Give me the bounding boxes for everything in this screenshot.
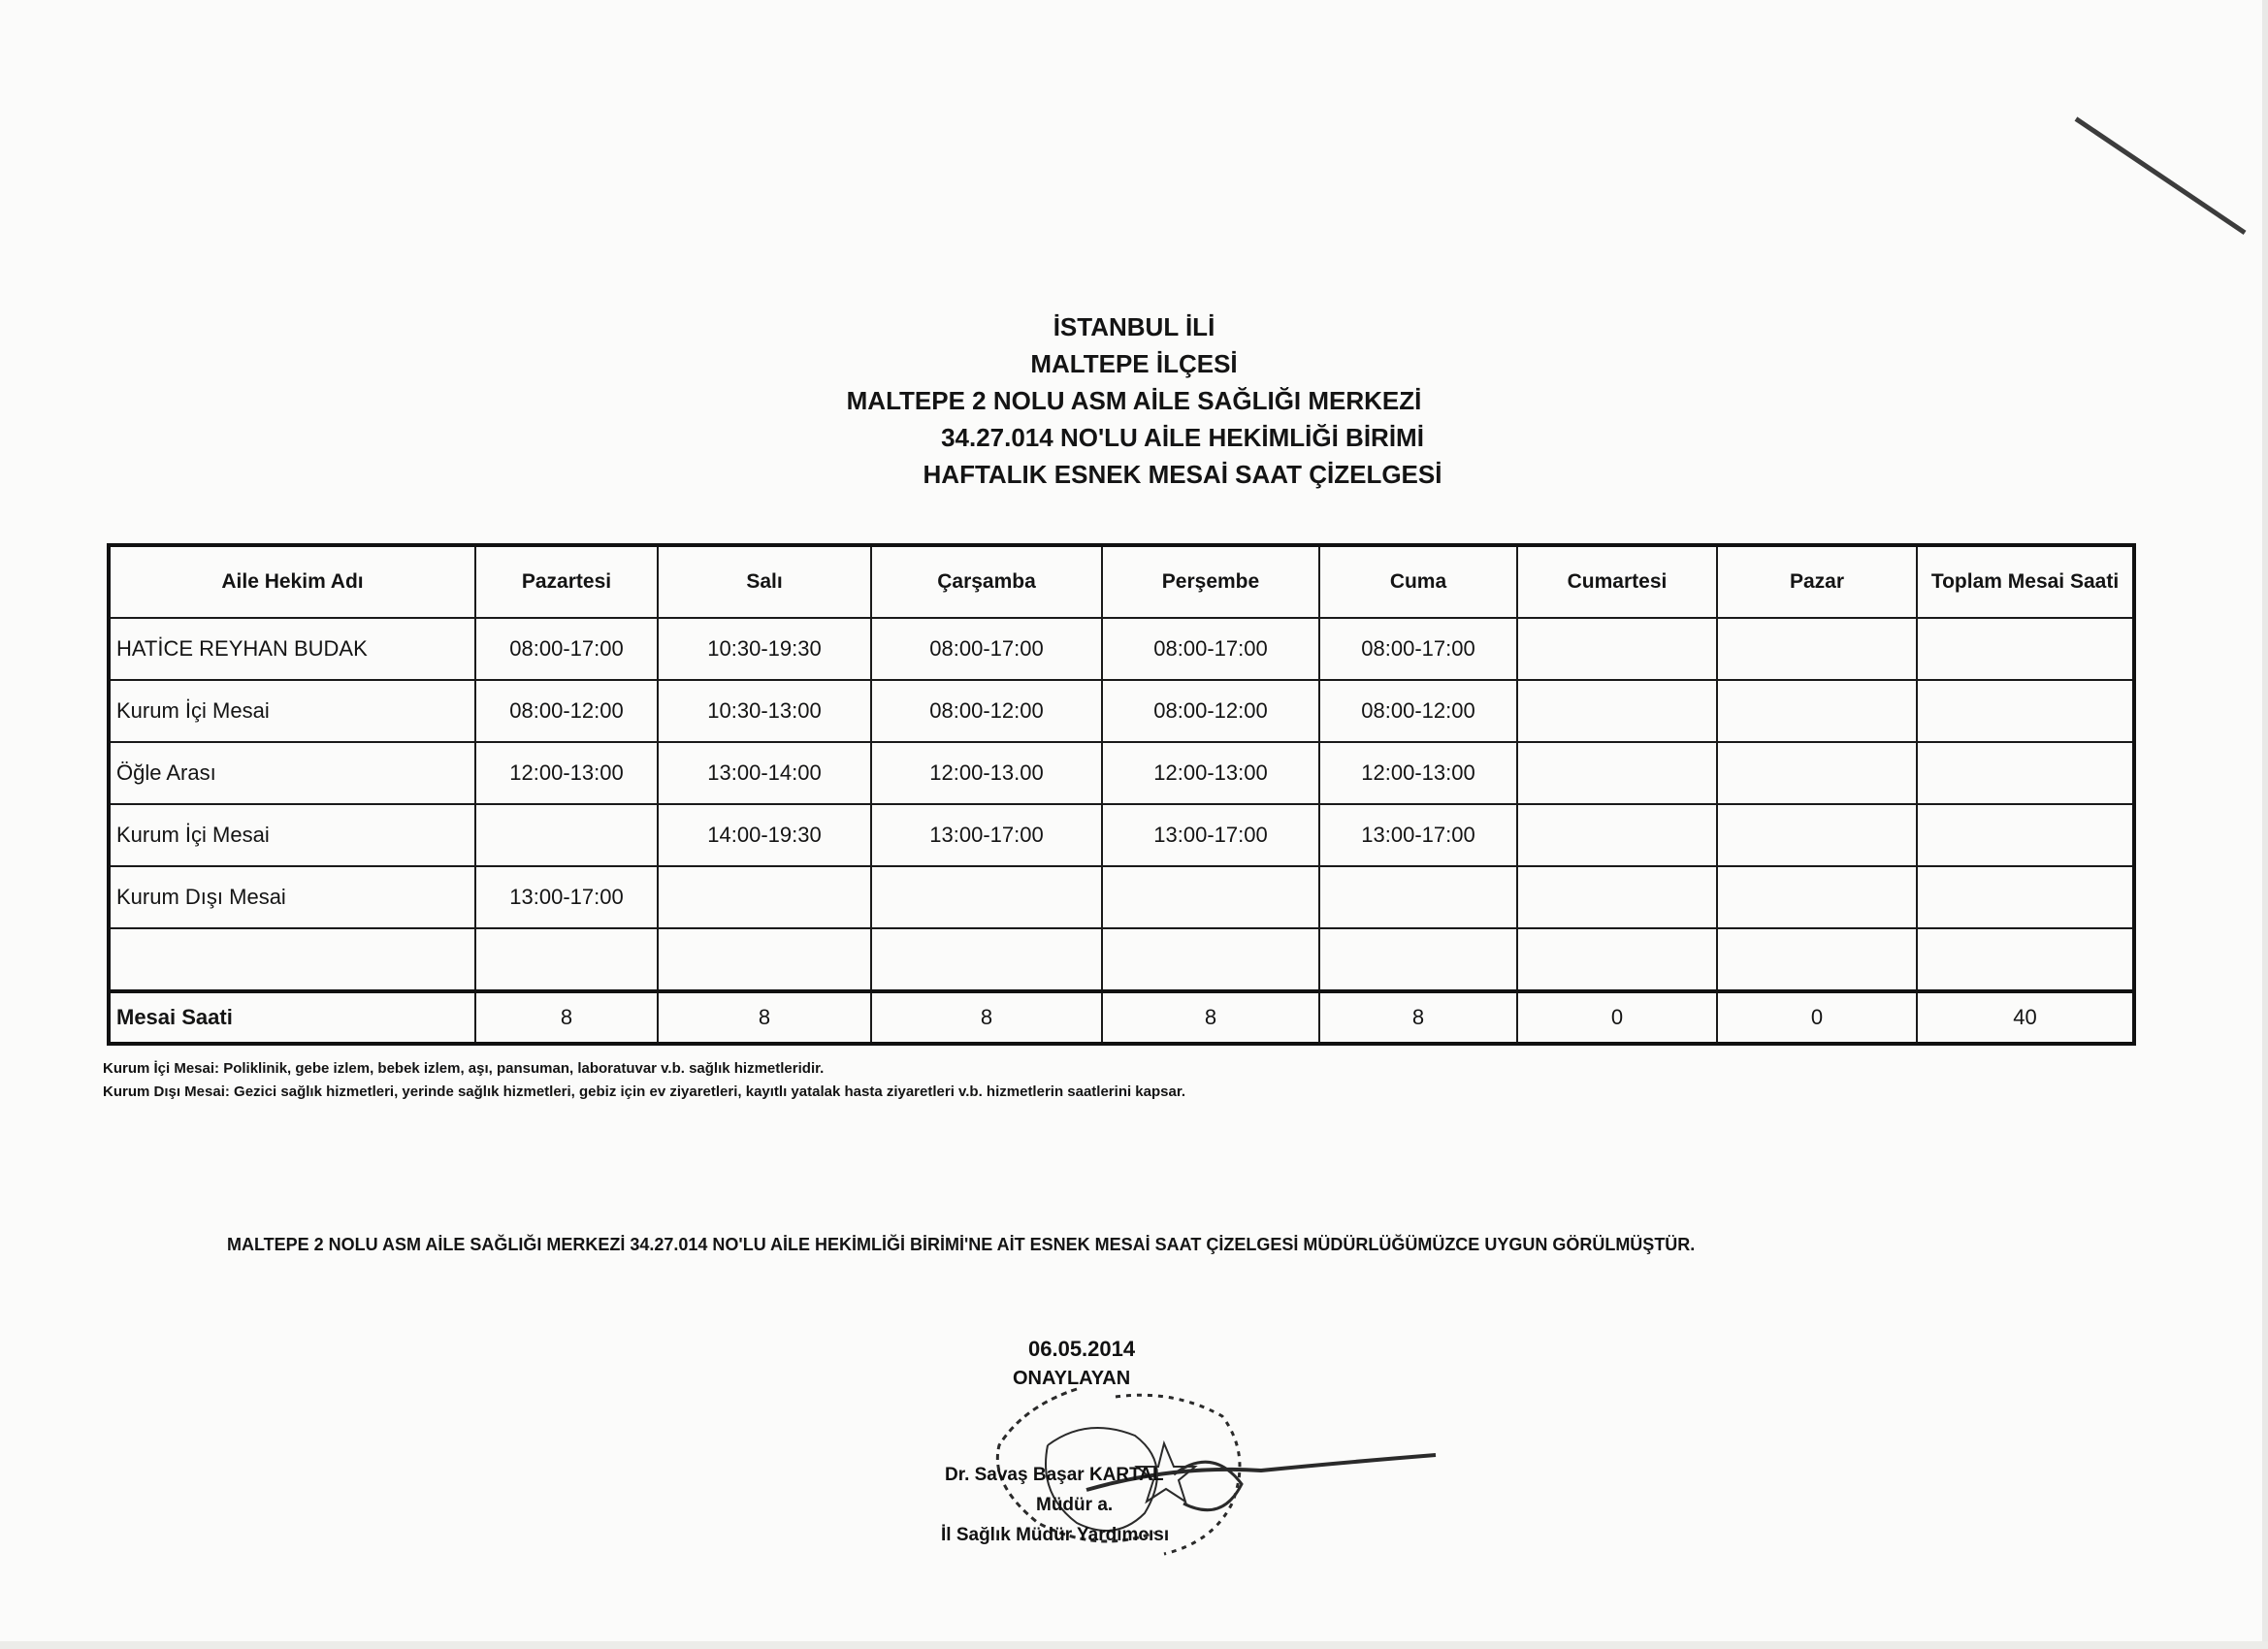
table-cell (1717, 804, 1917, 866)
table-cell (1517, 680, 1717, 742)
table-cell: 12:00-13.00 (871, 742, 1102, 804)
table-cell (475, 928, 658, 991)
table-cell: 14:00-19:30 (658, 804, 871, 866)
total-cell: 8 (658, 991, 871, 1044)
table-cell (1717, 866, 1917, 928)
table-cell (1917, 680, 2134, 742)
table-row (109, 680, 2134, 742)
table-cell: 12:00-13:00 (1102, 742, 1319, 804)
schedule-table (107, 543, 2136, 1046)
table-cell: 13:00-14:00 (658, 742, 871, 804)
signature-doctor: Dr. Savaş Başar KARTAL (945, 1465, 1164, 1485)
stamp-graphic (931, 1300, 1474, 1562)
pen-mark (2075, 116, 2247, 235)
signature-block (931, 1300, 1474, 1562)
table-cell: 08:00-17:00 (1319, 618, 1517, 680)
table-cell (658, 866, 871, 928)
total-cell: 8 (1102, 991, 1319, 1044)
table-cell (1517, 866, 1717, 928)
total-cell: 0 (1517, 991, 1717, 1044)
table-cell (1517, 742, 1717, 804)
table-cell (1917, 804, 2134, 866)
table-cell: 13:00-17:00 (1102, 804, 1319, 866)
table-cell: 10:30-13:00 (658, 680, 871, 742)
table-header-row (109, 545, 2134, 618)
table-cell: 08:00-12:00 (871, 680, 1102, 742)
table-cell (1717, 680, 1917, 742)
column-header-friday: Cuma (1319, 545, 1517, 618)
table-cell (1319, 866, 1517, 928)
paper-edge-bottom (0, 1641, 2268, 1649)
table-row (109, 742, 2134, 804)
signature-date: 06.05.2014 (1028, 1337, 1136, 1361)
header-district: MALTEPE İLÇESİ (1030, 349, 1238, 378)
table-cell (1917, 742, 2134, 804)
footnote-internal-hours: Kurum İçi Mesai: Poliklinik, gebe izlem, bebek izlem, aşı, pansuman, laboratuvar v.b. sağlık hizmetleridir. (103, 1060, 825, 1077)
table-cell (1517, 804, 1717, 866)
table-cell (1717, 928, 1917, 991)
signature-role-2: İl Sağlık Müdür Yardımcısı (941, 1525, 1170, 1545)
column-header-tuesday: Salı (658, 545, 871, 618)
total-row-label: Mesai Saati (109, 991, 475, 1044)
table-cell (1102, 928, 1319, 991)
table-cell: 12:00-13:00 (1319, 742, 1517, 804)
column-header-saturday: Cumartesi (1517, 545, 1717, 618)
table-cell (1517, 618, 1717, 680)
header-title: HAFTALIK ESNEK MESAİ SAAT ÇİZELGESİ (923, 460, 1442, 489)
column-header-sunday: Pazar (1717, 545, 1917, 618)
header-province: İSTANBUL İLİ (1053, 312, 1215, 341)
table-cell: 08:00-17:00 (1102, 618, 1319, 680)
table-cell (1517, 928, 1717, 991)
header-center: MALTEPE 2 NOLU ASM AİLE SAĞLIĞI MERKEZİ (846, 386, 1422, 415)
footnote-external-hours: Kurum Dışı Mesai: Gezici sağlık hizmetleri, yerinde sağlık hizmetleri, gebiz için ev ziyaretleri, kayıtlı yatalak hasta ziyaretleri v.b. hizmetlerin saatlerini kapsar. (103, 1083, 1186, 1100)
table-cell (658, 928, 871, 991)
approval-statement: MALTEPE 2 NOLU ASM AİLE SAĞLIĞI MERKEZİ 34.27.014 NO'LU AİLE HEKİMLİĞİ BİRİMİ'NE AİT ESNEK MESAİ SAAT ÇİZELGESİ MÜDÜRLÜĞÜMÜZCE UYGUN GÖRÜLMÜŞTÜR. (227, 1235, 1696, 1254)
table-cell (475, 804, 658, 866)
column-header-total: Toplam Mesai Saati (1917, 545, 2134, 618)
row-label: HATİCE REYHAN BUDAK (109, 618, 475, 680)
table-cell (1319, 928, 1517, 991)
row-label: Kurum İçi Mesai (109, 680, 475, 742)
total-cell: 40 (1917, 991, 2134, 1044)
table-cell (1102, 866, 1319, 928)
table-row (109, 618, 2134, 680)
table-cell: 13:00-17:00 (1319, 804, 1517, 866)
row-label: Kurum Dışı Mesai (109, 866, 475, 928)
column-header-thursday: Perşembe (1102, 545, 1319, 618)
table-cell: 08:00-17:00 (475, 618, 658, 680)
column-header-wednesday: Çarşamba (871, 545, 1102, 618)
column-header-monday: Pazartesi (475, 545, 658, 618)
row-label: Öğle Arası (109, 742, 475, 804)
table-cell: 08:00-12:00 (475, 680, 658, 742)
signature-status: ONAYLAYAN (1013, 1368, 1131, 1389)
table-row (109, 928, 2134, 991)
table-row (109, 866, 2134, 928)
total-cell: 8 (871, 991, 1102, 1044)
row-label (109, 928, 475, 991)
header-unit: 34.27.014 NO'LU AİLE HEKİMLİĞİ BİRİMİ (941, 423, 1424, 452)
table-cell (1717, 618, 1917, 680)
table-cell (871, 928, 1102, 991)
table-cell (1917, 866, 2134, 928)
table-cell: 13:00-17:00 (475, 866, 658, 928)
table-cell (1717, 742, 1917, 804)
table-cell (1917, 928, 2134, 991)
signature-role-1: Müdür a. (1036, 1495, 1114, 1515)
table-cell: 10:30-19:30 (658, 618, 871, 680)
table-row (109, 804, 2134, 866)
footnotes (103, 1057, 1185, 1104)
column-header-physician: Aile Hekim Adı (109, 545, 475, 618)
row-label: Kurum İçi Mesai (109, 804, 475, 866)
table-cell: 08:00-12:00 (1319, 680, 1517, 742)
total-cell: 0 (1717, 991, 1917, 1044)
document-header (0, 308, 2268, 493)
table-cell: 08:00-17:00 (871, 618, 1102, 680)
table-cell (871, 866, 1102, 928)
total-cell: 8 (1319, 991, 1517, 1044)
table-cell: 08:00-12:00 (1102, 680, 1319, 742)
table-cell: 13:00-17:00 (871, 804, 1102, 866)
table-cell: 12:00-13:00 (475, 742, 658, 804)
table-cell (1917, 618, 2134, 680)
total-cell: 8 (475, 991, 658, 1044)
total-row (109, 991, 2134, 1044)
paper-edge-right (2262, 0, 2268, 1649)
